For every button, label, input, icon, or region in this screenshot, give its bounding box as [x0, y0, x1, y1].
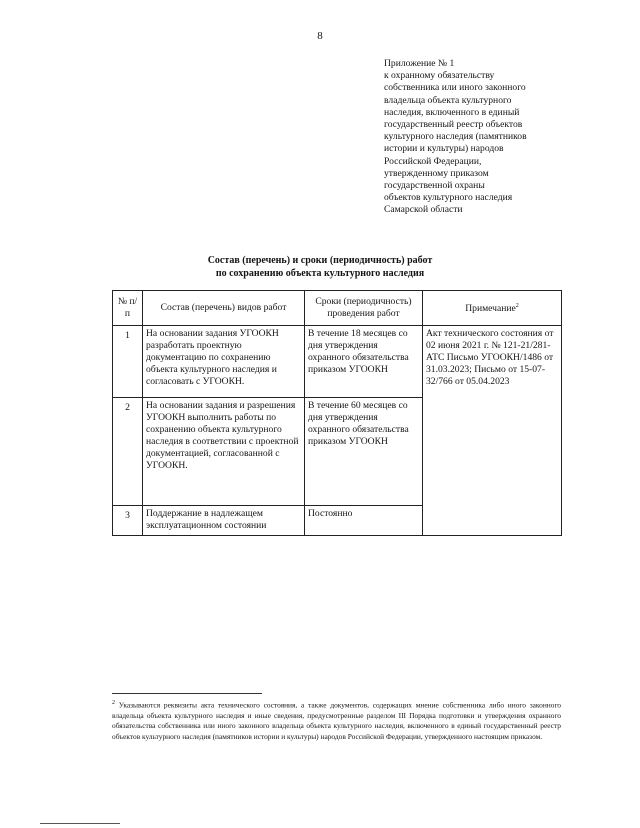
document-heading — [0, 255, 640, 280]
appendix-line: государственной охраны — [384, 180, 485, 192]
table-header-row — [113, 291, 562, 326]
appendix-line: наследия, включенного в единый — [384, 106, 520, 118]
header-note — [423, 291, 562, 326]
appendix-line: собственника или иного законного — [384, 82, 526, 94]
footnote-text: Указываются реквизиты акта технического состояния, а также документов, содержащих мнение собственника либо иного законного владельца объекта культурного наследия и иные сведения, предусмотренные разделом III Порядка подготовки и утверждения охранного обязательства собственника или иного законного владельца объекта культурного наследия, включенного в единый государственный реестр объектов культурного наследия (памятников истории и культуры) народов Российской Федерации, утвержденного настоящим приказом. — [112, 700, 561, 741]
footnote-separator — [112, 693, 262, 694]
appendix-line: Приложение № 1 — [384, 58, 455, 69]
row-terms: В течение 60 месяцев со дня утверждения охранного обязательства приказом УГООКН — [305, 398, 423, 506]
row-terms: В течение 18 месяцев со дня утверждения охранного обязательства приказом УГООКН — [305, 326, 423, 398]
row-num: 3 — [113, 506, 143, 536]
row-works: На основании задания УГООКН разработать проектную документацию по сохранению объекта культурного наследия и согласовать с УГООКН. — [143, 326, 305, 398]
row-terms: Постоянно — [305, 506, 423, 536]
appendix-line: Российской Федерации, — [384, 155, 482, 167]
row-works: Поддержание в надлежащем эксплуатационном состоянии — [143, 506, 305, 536]
heading-line-1: Состав (перечень) и сроки (периодичность) работ — [207, 255, 433, 266]
row-num: 1 — [113, 326, 143, 398]
page-number: 8 — [317, 30, 323, 42]
row-works: На основании задания и разрешения УГООКН выполнить работы по сохранению объекта культурного наследия в соответствии с проектной документацией, согласованной с УГООКН. — [143, 398, 305, 506]
footnote — [112, 698, 561, 742]
table-row — [113, 326, 562, 398]
footnote-marker: 2 — [112, 700, 115, 706]
row-note: Акт технического состояния от 02 июня 2021 г. № 121-21/281-АТС Письмо УГООКН/1486 от 31.03.2023; Письмо от 15-07-32/766 от 05.04.2023 — [423, 326, 562, 536]
appendix-line: государственный реестр объектов — [384, 119, 523, 131]
appendix-block — [384, 58, 584, 217]
heading-line-2: по сохранению объекта культурного наследия — [215, 267, 425, 279]
appendix-line: владельца объекта культурного — [384, 94, 512, 106]
header-note-label: Примечание — [465, 303, 516, 315]
appendix-line: утвержденному приказом — [384, 167, 489, 179]
appendix-line: объектов культурного наследия — [384, 192, 513, 204]
bottom-scan-line — [40, 823, 120, 824]
appendix-line: к охранному обязательству — [384, 70, 495, 82]
appendix-line: истории и культуры) народов — [384, 143, 504, 155]
appendix-line: культурного наследия (памятников — [384, 131, 527, 143]
header-num: № п/п — [113, 291, 143, 326]
header-works: Состав (перечень) видов работ — [143, 291, 305, 326]
works-table — [112, 290, 562, 536]
header-terms: Сроки (периодичность) проведения работ — [305, 291, 423, 326]
row-num: 2 — [113, 398, 143, 506]
header-note-footnote-marker: 2 — [515, 303, 519, 310]
appendix-line: Самарской области — [384, 204, 463, 216]
